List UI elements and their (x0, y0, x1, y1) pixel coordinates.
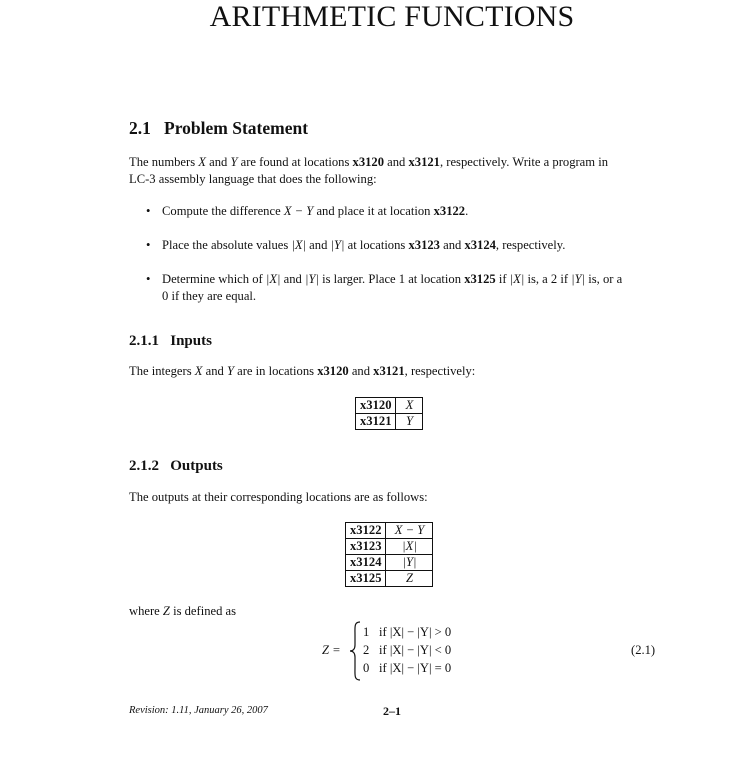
case-row (363, 643, 451, 658)
case-row (363, 661, 451, 676)
table-row (346, 523, 433, 539)
subsection-number: 2.1.1 (129, 333, 159, 349)
para-text: is defined as (169, 604, 237, 618)
chapter-title: ARITHMETIC FUNCTIONS (209, 0, 575, 33)
math-expr: X − Y (283, 204, 314, 218)
math-expr: |X| (265, 272, 281, 286)
subsection-title: Inputs (170, 333, 212, 349)
bullet-dot: • (146, 272, 151, 286)
var-y: Y (230, 155, 238, 169)
table-cell-value: |Y| (386, 555, 433, 571)
address: x3125 (464, 272, 496, 286)
bullet-text: if (495, 272, 510, 286)
para-text: and (202, 364, 227, 378)
left-brace-icon (348, 621, 362, 681)
table-cell-value: Y (396, 414, 423, 430)
subsection-title: Outputs (170, 458, 223, 474)
table-row (356, 414, 423, 430)
bullet-text: Determine which of (162, 272, 266, 286)
var-y: Y (226, 364, 234, 378)
inputs-table (355, 397, 423, 430)
subsection-heading-inputs (129, 333, 212, 350)
section-heading (129, 118, 308, 139)
address: x3122 (433, 204, 466, 218)
math-expr: |X| (509, 272, 525, 286)
outputs-table (345, 522, 433, 587)
case-condition: if |X| − |Y| < 0 (379, 643, 452, 657)
bullet-text: Compute the difference (162, 204, 284, 218)
bullet-text: Place the absolute values (162, 238, 292, 252)
table-cell-value: Z (386, 571, 433, 587)
table-cell-value: |X| (386, 539, 433, 555)
equation-lhs: Z = (322, 643, 341, 657)
revision-footer: Revision: 1.11, January 26, 2007 (129, 705, 268, 716)
math-expr: |X| (291, 238, 307, 252)
table-cell-address: x3120 (356, 398, 396, 414)
address: x3124 (464, 238, 496, 252)
bullet-text: is, a 2 if (524, 272, 572, 286)
table-row (356, 398, 423, 414)
case-condition: if |X| − |Y| > 0 (379, 625, 452, 639)
case-value: 0 (363, 661, 370, 675)
section-title: Problem Statement (164, 118, 309, 138)
case-condition: if |X| − |Y| = 0 (379, 661, 452, 675)
address: x3120 (352, 155, 384, 169)
table-cell-address: x3121 (356, 414, 396, 430)
bullet-item-2 (162, 237, 565, 254)
para-text: The integers (129, 364, 195, 378)
var-x: X (198, 155, 206, 169)
bullet-text: at locations (344, 238, 409, 252)
table-row (346, 539, 433, 555)
address: x3120 (317, 364, 349, 378)
bullet-item-1 (162, 203, 468, 220)
intro-line-2: LC-3 assembly language that does the following: (129, 172, 377, 186)
math-expr: |Y| (330, 238, 345, 252)
equation-number: (2.1) (631, 643, 656, 657)
bullet-text: and (439, 238, 465, 252)
bullet-text-line-2: 0 if they are equal. (162, 289, 257, 303)
address: x3123 (408, 238, 440, 252)
case-value: 1 (363, 625, 370, 639)
subsection-number: 2.1.2 (129, 458, 159, 474)
math-expr: |Y| (304, 272, 319, 286)
intro-text: are found at locations (237, 155, 353, 169)
table-row (346, 571, 433, 587)
table-row (346, 555, 433, 571)
var-x: X (194, 364, 203, 378)
subsection-heading-outputs (129, 458, 223, 475)
where-text (129, 603, 236, 620)
bullet-text: is larger. Place 1 at location (318, 272, 465, 286)
bullet-text: is, or a (585, 272, 623, 286)
bullet-text: and place it at location (313, 204, 434, 218)
para-text: , respectively: (404, 364, 476, 378)
para-text: and (348, 364, 374, 378)
inputs-paragraph (129, 363, 475, 380)
var-z: Z (162, 604, 170, 618)
bullet-item-3 (162, 271, 660, 305)
table-cell-value: X − Y (386, 523, 433, 539)
para-text: where (129, 604, 163, 618)
intro-text: The numbers (129, 155, 199, 169)
section-number: 2.1 (129, 118, 151, 138)
table-cell-value: X (396, 398, 423, 414)
case-value: 2 (363, 643, 370, 657)
intro-text: and (384, 155, 409, 169)
bullet-text: and (306, 238, 331, 252)
outputs-paragraph: The outputs at their corresponding locations are as follows: (129, 490, 428, 504)
case-row (363, 625, 451, 640)
table-cell-address: x3124 (346, 555, 386, 571)
bullet-text: and (280, 272, 305, 286)
para-text: are in locations (233, 364, 318, 378)
bullet-dot: • (146, 204, 151, 218)
intro-text: , respectively. Write a program in (439, 155, 609, 169)
table-cell-address: x3123 (346, 539, 386, 555)
bullet-dot: • (146, 238, 151, 252)
table-cell-address: x3125 (346, 571, 386, 587)
table-cell-address: x3122 (346, 523, 386, 539)
math-expr: |Y| (571, 272, 586, 286)
page-number: 2–1 (383, 704, 401, 718)
intro-paragraph (129, 154, 659, 188)
bullet-text: , respectively. (495, 238, 566, 252)
intro-text: and (205, 155, 231, 169)
address: x3121 (408, 155, 440, 169)
bullet-text: . (465, 204, 469, 218)
address: x3121 (373, 364, 405, 378)
